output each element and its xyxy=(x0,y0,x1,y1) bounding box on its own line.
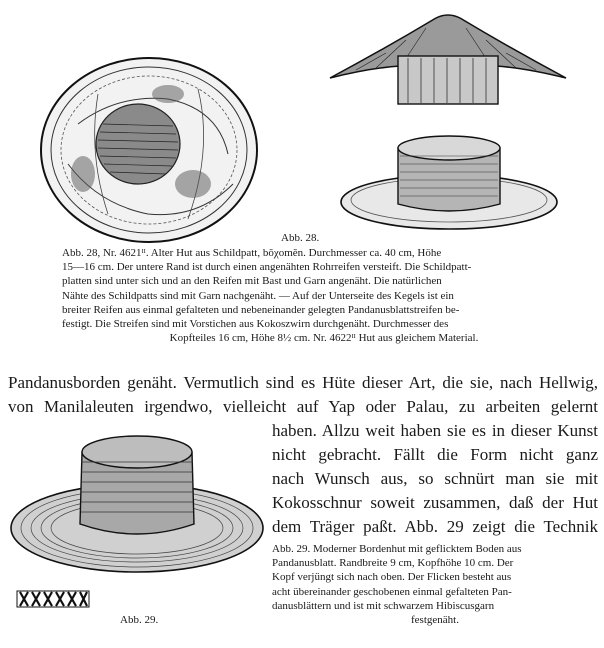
brimmed-hat-illustration xyxy=(338,132,560,232)
caption-line: Kopfteiles 16 cm, Höhe 8½ cm. Nr. 4622ᴵᴵ Hut aus gleichem Material. xyxy=(169,332,479,345)
caption-line: Nähte des Schildpatts sind mit Garn nachgenäht. — Auf der Unterseite des Kegels ist ein xyxy=(62,289,454,302)
caption-line: acht übereinander geschobenen einmal gefalteten Pan- xyxy=(272,585,512,598)
conical-hat-side-view-illustration xyxy=(326,8,570,106)
body-text-line: haben. Allzu weit haben sie es in dieser Kunst xyxy=(272,421,598,440)
caption-line: Abb. 28, Nr. 4621ᴵᴵ. Alter Hut aus Schildpatt, bŏχomĕn. Durchmesser ca. 40 cm, Höhe xyxy=(62,247,442,259)
caption-line: Abb. 29. Moderner Bordenhut mit geflicktem Boden aus xyxy=(272,543,522,555)
caption-line: Kopf verjüngt sich nach oben. Der Flicken besteht aus xyxy=(272,571,512,584)
tortoiseshell-hat-top-view-illustration xyxy=(38,54,260,246)
figure-28-caption xyxy=(62,246,586,345)
caption-line: festgenäht. xyxy=(411,614,459,627)
body-text-line: Kokosschnur soweit zusammen, daß der Hut xyxy=(272,493,598,512)
braid-technique-detail-illustration xyxy=(16,590,90,608)
body-text-line: von Manilaleuten irgendwo, vielleicht auf Yap oder Palau, zu arbeiten gelernt xyxy=(8,397,598,416)
caption-line: festigt. Die Streifen sind mit Vorstichen aus Kokoszwirn durchgenäht. Durchmesser des xyxy=(62,318,449,331)
caption-line: breiter Reifen aus einmal gefalteten und nebeneinander gelegten Pandanusblattstreifen be- xyxy=(62,303,460,316)
body-text-line: nicht gebracht. Fällt die Form nicht ganz xyxy=(272,445,598,464)
caption-line: 15—16 cm. Der untere Rand ist durch einen angenähten Rohrreifen versteift. Die Schildpatt- xyxy=(62,261,472,274)
figure-28-label: Abb. 28. xyxy=(281,232,320,244)
caption-line: Pandanusblatt. Randbreite 9 cm, Kopfhöhe 10 cm. Der xyxy=(272,557,514,570)
body-text-line: Pandanusborden genäht. Vermutlich sind es Hüte dieser Art, die sie, nach Hellwig, xyxy=(8,373,598,392)
caption-line: platten sind unter sich und an den Reifen mit Bast und Garn angenäht. Die natürlichen xyxy=(62,275,442,288)
body-text-line: dem Träger paßt. Abb. 29 zeigt die Technik xyxy=(272,517,598,536)
figure-29-label: Abb. 29. xyxy=(120,614,159,626)
figure-29-caption xyxy=(272,542,598,627)
caption-line: danusblättern und ist mit schwarzem Hibiscusgarn xyxy=(272,599,495,612)
body-text-line: nach Wunsch aus, so schnürt man sie mit xyxy=(272,469,598,488)
braided-pandanus-hat-illustration xyxy=(6,426,268,576)
